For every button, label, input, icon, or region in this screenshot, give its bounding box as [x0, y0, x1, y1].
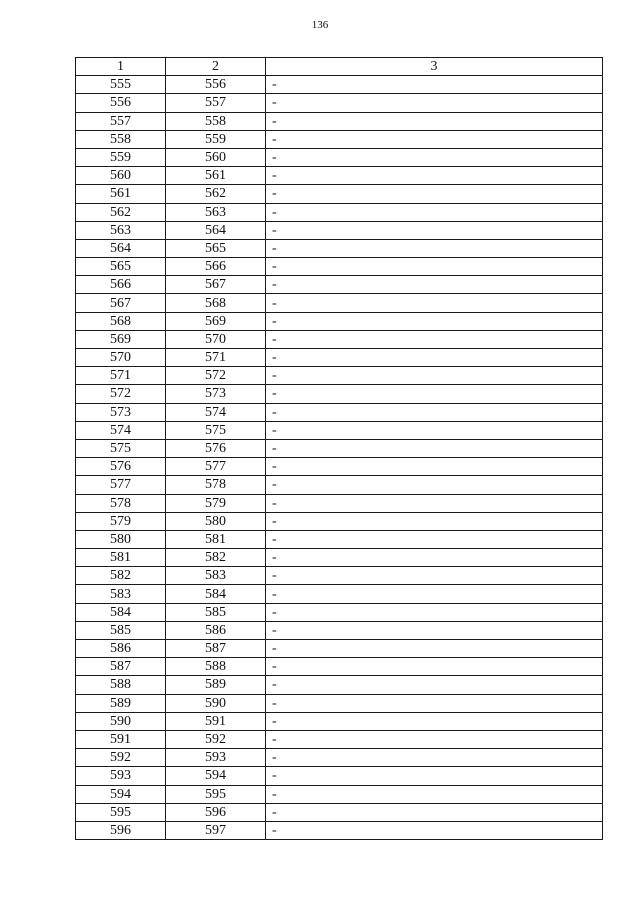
- table-row: [76, 330, 603, 348]
- table-cell-col-3: -: [266, 712, 603, 730]
- table-cell-col-2: 576: [166, 439, 266, 457]
- table-cell-col-2: 566: [166, 258, 266, 276]
- table-row: [76, 821, 603, 839]
- table-cell-col-3: -: [266, 294, 603, 312]
- table-row: [76, 585, 603, 603]
- table-row: [76, 221, 603, 239]
- table-cell-col-3: -: [266, 458, 603, 476]
- table-row: [76, 767, 603, 785]
- column-header-2: 2: [166, 58, 266, 76]
- table-cell-col-2: 563: [166, 203, 266, 221]
- table-cell-col-2: 592: [166, 730, 266, 748]
- table-cell-col-1: 566: [76, 276, 166, 294]
- table-cell-col-1: 592: [76, 749, 166, 767]
- table-cell-col-1: 569: [76, 330, 166, 348]
- table-cell-col-1: 571: [76, 367, 166, 385]
- table-cell-col-1: 581: [76, 549, 166, 567]
- table-cell-col-2: 587: [166, 640, 266, 658]
- table-cell-col-2: 562: [166, 185, 266, 203]
- page-number: 136: [311, 19, 329, 31]
- table-cell-col-1: 557: [76, 112, 166, 130]
- table-cell-col-3: -: [266, 803, 603, 821]
- table-cell-col-2: 557: [166, 94, 266, 112]
- table-cell-col-3: -: [266, 494, 603, 512]
- table-row: [76, 640, 603, 658]
- table-cell-col-1: 556: [76, 94, 166, 112]
- table-cell-col-2: 585: [166, 603, 266, 621]
- table-cell-col-1: 563: [76, 221, 166, 239]
- table-cell-col-2: 582: [166, 549, 266, 567]
- table-cell-col-2: 591: [166, 712, 266, 730]
- table-cell-col-2: 575: [166, 421, 266, 439]
- table-row: [76, 549, 603, 567]
- table-cell-col-1: 560: [76, 167, 166, 185]
- table-cell-col-2: 564: [166, 221, 266, 239]
- table-cell-col-1: 578: [76, 494, 166, 512]
- table-cell-col-3: -: [266, 112, 603, 130]
- table-cell-col-1: 585: [76, 621, 166, 639]
- table-row: [76, 76, 603, 94]
- header-row: [76, 58, 603, 76]
- table-cell-col-1: 565: [76, 258, 166, 276]
- table-row: [76, 458, 603, 476]
- table-cell-col-3: -: [266, 167, 603, 185]
- table-cell-col-2: 574: [166, 403, 266, 421]
- table-cell-col-3: -: [266, 585, 603, 603]
- table-cell-col-2: 597: [166, 821, 266, 839]
- table-cell-col-1: 596: [76, 821, 166, 839]
- table-cell-col-3: -: [266, 603, 603, 621]
- table-row: [76, 203, 603, 221]
- table-cell-col-2: 559: [166, 130, 266, 148]
- table-cell-col-1: 555: [76, 76, 166, 94]
- table-cell-col-3: -: [266, 403, 603, 421]
- table-row: [76, 603, 603, 621]
- table-cell-col-3: -: [266, 330, 603, 348]
- table-cell-col-1: 584: [76, 603, 166, 621]
- table-cell-col-3: -: [266, 676, 603, 694]
- table-cell-col-1: 579: [76, 512, 166, 530]
- table-cell-col-1: 573: [76, 403, 166, 421]
- table-cell-col-1: 575: [76, 439, 166, 457]
- table-cell-col-1: 586: [76, 640, 166, 658]
- table-cell-col-1: 594: [76, 785, 166, 803]
- table-row: [76, 676, 603, 694]
- table-cell-col-1: 559: [76, 148, 166, 166]
- table-cell-col-1: 587: [76, 658, 166, 676]
- table-cell-col-3: -: [266, 312, 603, 330]
- table-cell-col-3: -: [266, 658, 603, 676]
- table-cell-col-3: -: [266, 821, 603, 839]
- table-cell-col-2: 581: [166, 530, 266, 548]
- table-cell-col-2: 556: [166, 76, 266, 94]
- table-cell-col-2: 593: [166, 749, 266, 767]
- table-cell-col-3: -: [266, 767, 603, 785]
- table-cell-col-3: -: [266, 185, 603, 203]
- table-cell-col-1: 583: [76, 585, 166, 603]
- table-cell-col-1: 574: [76, 421, 166, 439]
- table-row: [76, 476, 603, 494]
- table-cell-col-1: 595: [76, 803, 166, 821]
- table-cell-col-2: 561: [166, 167, 266, 185]
- table-cell-col-1: 589: [76, 694, 166, 712]
- table-cell-col-2: 565: [166, 239, 266, 257]
- table-cell-col-1: 562: [76, 203, 166, 221]
- table-row: [76, 803, 603, 821]
- table-cell-col-2: 580: [166, 512, 266, 530]
- table-cell-col-1: 582: [76, 567, 166, 585]
- table-cell-col-2: 586: [166, 621, 266, 639]
- table-cell-col-3: -: [266, 148, 603, 166]
- table-row: [76, 621, 603, 639]
- table-row: [76, 439, 603, 457]
- table-row: [76, 367, 603, 385]
- table-row: [76, 239, 603, 257]
- table-cell-col-3: -: [266, 749, 603, 767]
- table-row: [76, 112, 603, 130]
- table-cell-col-3: -: [266, 203, 603, 221]
- table-cell-col-2: 594: [166, 767, 266, 785]
- table-cell-col-1: 558: [76, 130, 166, 148]
- table-row: [76, 312, 603, 330]
- table-cell-col-3: -: [266, 730, 603, 748]
- table-row: [76, 512, 603, 530]
- table-cell-col-3: -: [266, 130, 603, 148]
- table-row: [76, 403, 603, 421]
- table-cell-col-2: 578: [166, 476, 266, 494]
- table-cell-col-2: 560: [166, 148, 266, 166]
- table-cell-col-3: -: [266, 512, 603, 530]
- table-cell-col-1: 577: [76, 476, 166, 494]
- table-row: [76, 349, 603, 367]
- table-row: [76, 567, 603, 585]
- table-body: [76, 76, 603, 840]
- table-row: [76, 421, 603, 439]
- table-cell-col-1: 591: [76, 730, 166, 748]
- table-row: [76, 494, 603, 512]
- table-row: [76, 94, 603, 112]
- table-row: [76, 276, 603, 294]
- table-row: [76, 148, 603, 166]
- column-header-3: 3: [266, 58, 603, 76]
- table-cell-col-1: 590: [76, 712, 166, 730]
- table-row: [76, 712, 603, 730]
- table-cell-col-3: -: [266, 367, 603, 385]
- table-cell-col-1: 588: [76, 676, 166, 694]
- table-row: [76, 730, 603, 748]
- table-cell-col-1: 593: [76, 767, 166, 785]
- table-cell-col-2: 571: [166, 349, 266, 367]
- table-row: [76, 785, 603, 803]
- data-table: [75, 57, 603, 840]
- table-row: [76, 130, 603, 148]
- table-cell-col-2: 584: [166, 585, 266, 603]
- table-cell-col-3: -: [266, 94, 603, 112]
- table-row: [76, 294, 603, 312]
- table-cell-col-1: 572: [76, 385, 166, 403]
- table-cell-col-3: -: [266, 239, 603, 257]
- table-cell-col-1: 561: [76, 185, 166, 203]
- table-cell-col-2: 579: [166, 494, 266, 512]
- table-row: [76, 385, 603, 403]
- table-cell-col-2: 583: [166, 567, 266, 585]
- column-header-1: 1: [76, 58, 166, 76]
- table-cell-col-3: -: [266, 258, 603, 276]
- table-cell-col-2: 568: [166, 294, 266, 312]
- table-cell-col-3: -: [266, 439, 603, 457]
- table-cell-col-1: 580: [76, 530, 166, 548]
- table-cell-col-2: 572: [166, 367, 266, 385]
- table-row: [76, 167, 603, 185]
- table-cell-col-3: -: [266, 530, 603, 548]
- table-row: [76, 185, 603, 203]
- table-row: [76, 694, 603, 712]
- table-cell-col-3: -: [266, 621, 603, 639]
- table-row: [76, 258, 603, 276]
- table-cell-col-3: -: [266, 785, 603, 803]
- table-row: [76, 749, 603, 767]
- table-row: [76, 658, 603, 676]
- table-cell-col-3: -: [266, 549, 603, 567]
- table-cell-col-3: -: [266, 476, 603, 494]
- table-cell-col-3: -: [266, 385, 603, 403]
- table-cell-col-2: 577: [166, 458, 266, 476]
- table-cell-col-3: -: [266, 567, 603, 585]
- table-cell-col-3: -: [266, 640, 603, 658]
- table-cell-col-3: -: [266, 276, 603, 294]
- table-cell-col-3: -: [266, 349, 603, 367]
- table-cell-col-2: 588: [166, 658, 266, 676]
- table-cell-col-3: -: [266, 221, 603, 239]
- table-cell-col-3: -: [266, 76, 603, 94]
- table-cell-col-2: 567: [166, 276, 266, 294]
- table-cell-col-2: 570: [166, 330, 266, 348]
- table-cell-col-2: 573: [166, 385, 266, 403]
- table-cell-col-3: -: [266, 421, 603, 439]
- table-cell-col-2: 569: [166, 312, 266, 330]
- table-cell-col-2: 558: [166, 112, 266, 130]
- table-row: [76, 530, 603, 548]
- table-cell-col-3: -: [266, 694, 603, 712]
- table-cell-col-1: 564: [76, 239, 166, 257]
- table-cell-col-2: 590: [166, 694, 266, 712]
- table-cell-col-2: 596: [166, 803, 266, 821]
- table-cell-col-2: 589: [166, 676, 266, 694]
- table-cell-col-1: 570: [76, 349, 166, 367]
- table-cell-col-1: 576: [76, 458, 166, 476]
- table-cell-col-1: 568: [76, 312, 166, 330]
- table-cell-col-1: 567: [76, 294, 166, 312]
- table-cell-col-2: 595: [166, 785, 266, 803]
